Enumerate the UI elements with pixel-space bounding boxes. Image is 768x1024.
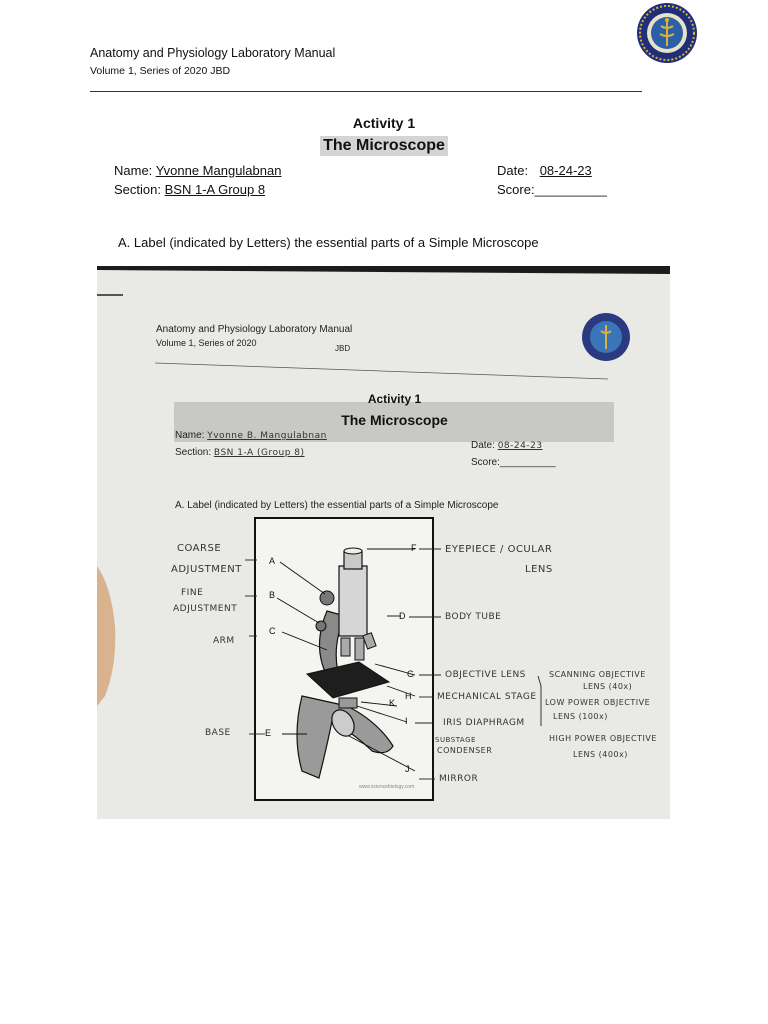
letter-a: A (269, 556, 276, 566)
score-label: Score: (497, 182, 535, 197)
photo-name-label: Name: (175, 430, 205, 441)
score-value: __________ (534, 182, 607, 197)
photo-section-handwritten: BSN 1-A (Group 8) (213, 448, 305, 458)
section-label: Section: (114, 182, 161, 197)
photo-score-field: Score:__________ (471, 457, 556, 468)
worksheet-photo (97, 266, 670, 819)
letter-b: B (269, 590, 276, 600)
answer-a-line1: COARSE (177, 543, 222, 554)
letter-k: K (389, 698, 396, 708)
objective-scanning-mag: LENS (40x) (583, 682, 633, 691)
objective-scanning: SCANNING OBJECTIVE (549, 670, 646, 679)
letter-c: C (269, 626, 276, 636)
photo-volume: Volume 1, Series of 2020 (156, 338, 257, 348)
answer-k-line2: CONDENSER (437, 746, 493, 755)
answer-f-line1: EYEPIECE / OCULAR (445, 544, 553, 555)
name-field (114, 163, 281, 178)
answer-i: IRIS DIAPHRAGM (443, 718, 525, 728)
image-credit: www.sciencebiology.com (359, 784, 415, 790)
section-field (114, 182, 265, 197)
letter-f: F (411, 543, 417, 553)
letter-j: J (405, 764, 410, 774)
letter-h: H (405, 691, 412, 701)
answer-b-line2: ADJUSTMENT (173, 604, 238, 614)
activity-title: The Microscope (320, 136, 448, 156)
objective-high-mag: LENS (400x) (573, 750, 628, 759)
score-field (497, 182, 607, 197)
photo-name-handwritten: Yvonne B. Mangulabnan (207, 431, 327, 441)
photo-jbd: JBD (335, 344, 351, 353)
answer-j: MIRROR (439, 774, 479, 784)
activity-title-wrap (0, 136, 768, 156)
manual-volume: Volume 1, Series of 2020 JBD (90, 65, 231, 77)
answer-h: MECHANICAL STAGE (437, 692, 537, 702)
answer-a-line2: ADJUSTMENT (171, 564, 242, 575)
activity-number: Activity 1 (352, 115, 416, 131)
date-label: Date: (497, 163, 529, 178)
instruction: A. Label (indicated by Letters) the essential parts of a Simple Microscope (118, 235, 539, 250)
answer-c: ARM (213, 636, 235, 646)
answer-k-line1: SUBSTAGE (435, 736, 476, 744)
photo-date-handwritten: 08-24-23 (497, 441, 543, 451)
answer-d: BODY TUBE (445, 612, 502, 622)
letter-d: D (399, 611, 406, 621)
photo-date-label: Date: (471, 440, 495, 451)
letter-g: G (407, 669, 415, 679)
photo-manual-title: Anatomy and Physiology Laboratory Manual (156, 324, 353, 335)
header-divider (90, 91, 642, 92)
answer-b-line1: FINE (181, 588, 204, 598)
answer-f-line2: LENS (525, 564, 553, 575)
photo-instruction: A. Label (indicated by Letters) the essential parts of a Simple Microscope (175, 500, 499, 511)
date-value: 08-24-23 (539, 163, 592, 178)
photo-score-label: Score: (471, 457, 500, 468)
manual-title: Anatomy and Physiology Laboratory Manual (90, 46, 336, 60)
objective-high: HIGH POWER OBJECTIVE (549, 734, 657, 743)
answer-g: OBJECTIVE LENS (445, 670, 526, 680)
photo-title: The Microscope (341, 412, 448, 428)
photo-section-label: Section: (175, 447, 212, 458)
name-value: Yvonne Mangulabnan (155, 163, 282, 178)
photo-activity: Activity 1 (367, 392, 422, 406)
name-label: Name: (114, 163, 153, 178)
letter-e: E (265, 728, 272, 738)
date-field (497, 163, 592, 178)
objective-low: LOW POWER OBJECTIVE (545, 698, 651, 707)
letter-i: I (405, 716, 408, 726)
objective-low-mag: LENS (100x) (553, 712, 608, 721)
section-value: BSN 1-A Group 8 (164, 182, 266, 197)
university-seal-logo (636, 2, 698, 64)
answer-e: BASE (205, 728, 231, 738)
